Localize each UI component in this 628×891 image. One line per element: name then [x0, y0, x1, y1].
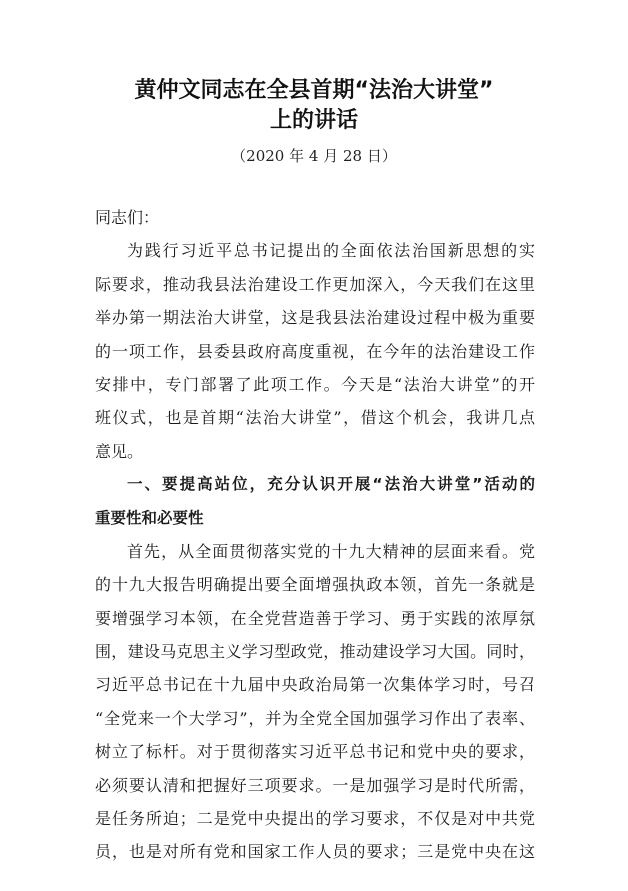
- paragraph-1-line: 意见。: [95, 441, 144, 461]
- paragraph-1-line: 安排中，专门部署了此项工作。今天是“法治大讲堂”的开: [95, 374, 535, 394]
- document-title: 黄仲文同志在全县首期“法治大讲堂”: [134, 78, 494, 103]
- paragraph-1-line: 举办第一期法治大讲堂，这是我县法治建设过程中极为重要: [95, 308, 535, 328]
- paragraph-2-line: 围，建设马克思主义学习型政党，推动建设学习大国。同时，: [95, 642, 535, 662]
- paragraph-2-line: 的十九大报告明确提出要全面增强执政本领，首先一条就是: [95, 575, 535, 595]
- paragraph-1-line: 际要求，推动我县法治建设工作更加深入，今天我们在这里: [95, 274, 535, 294]
- document-title-continued: 上的讲话: [269, 108, 358, 133]
- paragraph-2-line: 必须要认清和把握好三项要求。一是加强学习是时代所需，: [95, 775, 535, 795]
- paragraph-1-line: 的一项工作，县委县政府高度重视，在今年的法治建设工作: [95, 341, 535, 361]
- salutation: 同志们：: [95, 208, 160, 227]
- section-heading-1-continued: 重要性和必要性: [95, 508, 204, 527]
- document-body: [95, 201, 535, 869]
- paragraph-1-line: 为践行习近平总书记提出的全面依法治国新思想的实: [127, 241, 535, 261]
- section-heading-1: 一、要提高站位，充分认识开展“法治大讲堂”活动的: [127, 475, 535, 494]
- paragraph-2-line: 员，也是对所有党和国家工作人员的要求；三是党中央在这: [95, 842, 535, 862]
- speech-date: （2020 年 4 月 28 日）: [231, 147, 397, 165]
- paragraph-1-line: 班仪式，也是首期“法治大讲堂”，借这个机会，我讲几点: [95, 408, 535, 428]
- paragraph-2-line: 树立了标杆。对于贯彻落实习近平总书记和党中央的要求，: [95, 742, 535, 762]
- paragraph-2-line: “全党来一个大学习”，并为全党全国加强学习作出了表率、: [95, 708, 535, 728]
- paragraph-2-line: 要增强学习本领，在全党营造善于学习、勇于实践的浓厚氛: [95, 608, 535, 628]
- paragraph-2-line: 是任务所迫；二是党中央提出的学习要求，不仅是对中共党: [95, 809, 535, 829]
- paragraph-2-line: 习近平总书记在十九届中央政治局第一次集体学习时，号召: [95, 675, 535, 695]
- paragraph-2-line: 首先，从全面贯彻落实党的十九大精神的层面来看。党: [127, 541, 535, 561]
